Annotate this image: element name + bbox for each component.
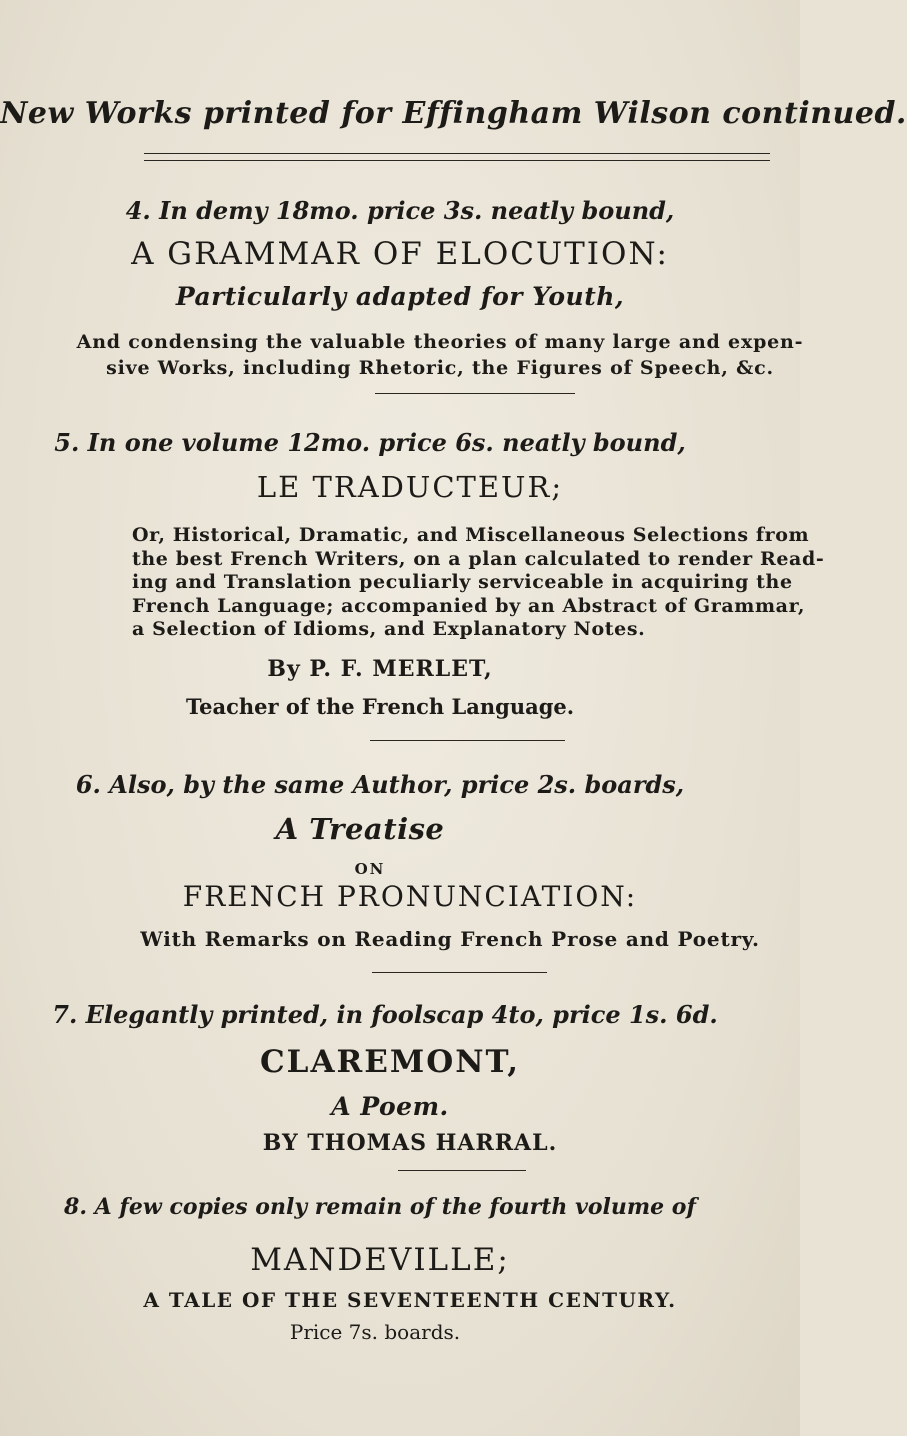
item-5-title: LE TRADUCTEUR;: [256, 470, 564, 504]
item-8-publication-line: 8. A few copies only remain of the fourth volume of: [64, 1194, 696, 1220]
item-5-desc-line: French Language; accompanied by an Abstract of Grammar,: [132, 594, 806, 617]
item-4-subtitle: Particularly adapted for Youth,: [175, 282, 625, 311]
item-8-title: MANDEVILLE;: [250, 1242, 510, 1278]
item-7-author: BY THOMAS HARRAL.: [262, 1130, 558, 1156]
item-6-title: FRENCH PRONUNCIATION:: [182, 880, 638, 913]
item-5-desc-line: ing and Translation peculiarly serviceable in acquiring the: [132, 571, 793, 593]
divider-rule: [370, 740, 565, 741]
page-header: New Works printed for Effingham Wilson continued.: [0, 96, 907, 131]
item-7-publication-line: 7. Elegantly printed, in foolscap 4to, price 1s. 6d.: [52, 1000, 718, 1029]
item-6-on: ON: [354, 860, 386, 878]
item-6-desc: With Remarks on Reading French Prose and Poetry.: [140, 927, 760, 951]
item-7-title: CLAREMONT,: [259, 1044, 521, 1080]
item-7-subtitle: A Poem.: [331, 1092, 449, 1121]
item-5-description: [132, 524, 825, 642]
item-5-desc-line: a Selection of Idioms, and Explanatory Notes.: [132, 618, 646, 640]
item-6-publication-line: 6. Also, by the same Author, price 2s. boards,: [75, 770, 685, 799]
item-5-author: By P. F. MERLET,: [267, 656, 493, 682]
item-5-desc-line: Or, Historical, Dramatic, and Miscellaneous Selections from: [132, 524, 810, 546]
divider-rule: [398, 1170, 526, 1171]
item-5-publication-line: 5. In one volume 12mo. price 6s. neatly bound,: [54, 428, 686, 457]
item-4-desc-line-1: And condensing the valuable theories of many large and expen-: [76, 331, 804, 353]
item-8-subtitle: A TALE OF THE SEVENTEENTH CENTURY.: [143, 1288, 677, 1312]
item-4-publication-line: 4. In demy 18mo. price 3s. neatly bound,: [125, 196, 675, 225]
item-5-author-role: Teacher of the French Language.: [185, 694, 575, 719]
divider-rule: [372, 972, 547, 973]
item-6-pre-title: A Treatise: [275, 812, 445, 846]
item-4-desc-line-2: sive Works, including Rhetoric, the Figures of Speech, &c.: [106, 357, 774, 379]
divider-rule: [375, 393, 575, 394]
item-4-title: A GRAMMAR OF ELOCUTION:: [131, 236, 669, 272]
header-double-rule: [144, 153, 770, 161]
item-5-desc-line: the best French Writers, on a plan calculated to render Read-: [132, 547, 825, 570]
item-8-price: Price 7s. boards.: [289, 1320, 461, 1344]
